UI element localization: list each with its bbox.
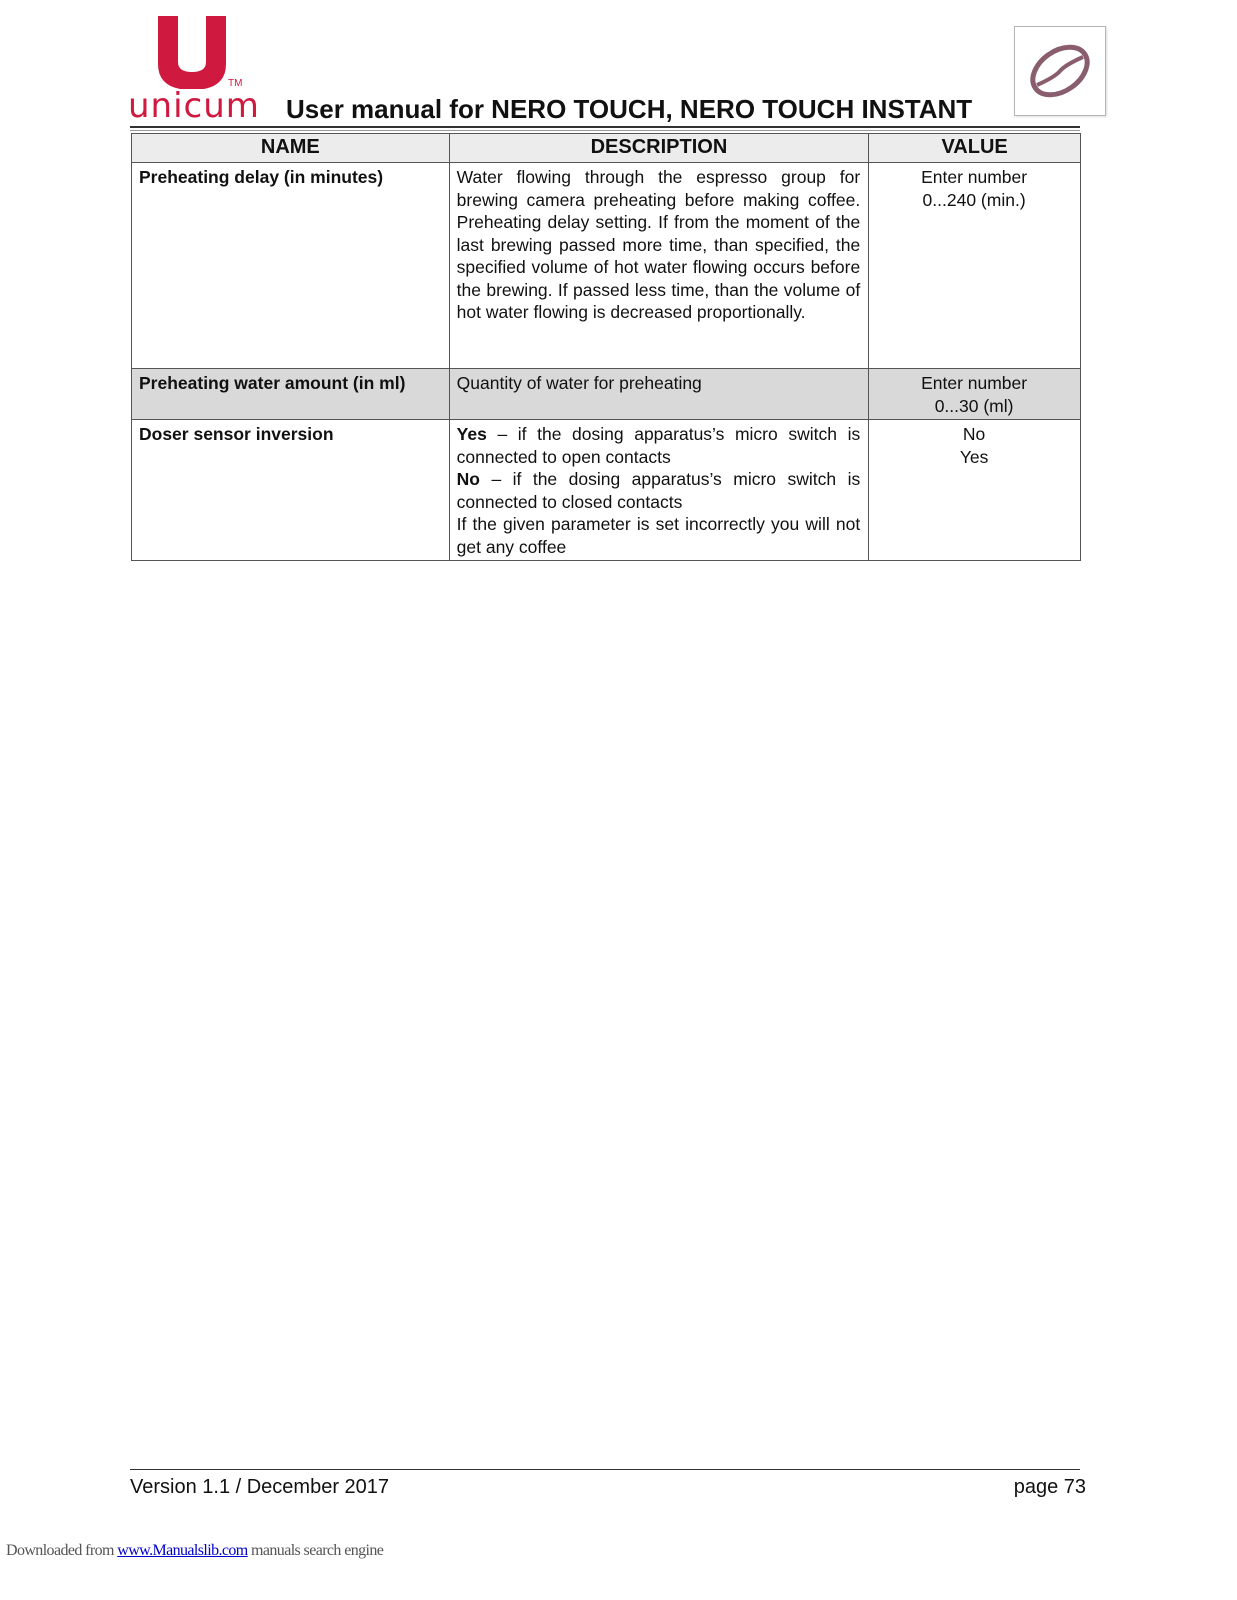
description-no-option (457, 468, 861, 513)
manualslib-link[interactable]: www.Manualslib.com (117, 1542, 248, 1559)
download-credit (6, 1542, 383, 1560)
table-header-row (132, 134, 1081, 163)
value-line: No (962, 424, 986, 444)
value-line: 0...240 (min.) (922, 189, 1026, 210)
column-header-name: NAME (132, 134, 450, 163)
value-line: Yes (959, 446, 989, 467)
trademark-mark: TM (228, 78, 243, 89)
table-row (132, 420, 1081, 561)
coffee-bean-icon (1015, 27, 1105, 115)
column-header-description: DESCRIPTION (449, 134, 869, 163)
coffee-bean-badge (1014, 26, 1106, 116)
version-text: Version 1.1 / December 2017 (130, 1476, 390, 1498)
description-note: If the given parameter is set incorrectly you will not get any coffee (456, 514, 861, 557)
table-row (132, 369, 1081, 420)
param-description (449, 420, 869, 561)
table-row (132, 163, 1081, 369)
unicum-logo (128, 14, 263, 126)
option-text: – if the dosing apparatus’s micro switch is connected to open contacts (456, 424, 861, 467)
unicum-u-mark-icon (128, 14, 263, 89)
download-suffix: manuals search engine (247, 1542, 384, 1559)
column-header-value: VALUE (869, 134, 1081, 163)
option-key: Yes (456, 424, 487, 444)
param-description: Water flowing through the espresso group for brewing camera preheating before making coffee. Preheating delay setting. If from the moment of the last brewing passed more time, than specified, the specified volume of hot water flowing occurs before the brewing. If passed less time, than the volume of hot water flowing is decreased proportionally. (449, 163, 869, 369)
header-rule (130, 126, 1080, 128)
option-text: – if the dosing apparatus’s micro switch is connected to closed contacts (456, 469, 861, 512)
header-rule-thin (130, 130, 1080, 131)
option-key: No (456, 469, 480, 489)
page-title: User manual for NERO TOUCH, NERO TOUCH INSTANT (286, 94, 973, 124)
parameters-table (131, 133, 1081, 561)
param-name: Doser sensor inversion (132, 420, 450, 561)
logo-wordmark: unicum (128, 86, 260, 126)
footer-rule (130, 1469, 1080, 1470)
value-line: Enter number (921, 373, 1028, 393)
param-value (869, 420, 1081, 561)
param-value (869, 369, 1081, 420)
param-value (869, 163, 1081, 369)
param-description: Quantity of water for preheating (449, 369, 869, 420)
download-prefix: Downloaded from (6, 1542, 118, 1559)
param-name: Preheating water amount (in ml) (132, 369, 450, 420)
value-line: Enter number (921, 167, 1028, 187)
description-yes-option (457, 423, 861, 468)
param-name: Preheating delay (in minutes) (132, 163, 450, 369)
page-number: page 73 (1013, 1476, 1086, 1498)
value-line: 0...30 (ml) (934, 395, 1014, 416)
